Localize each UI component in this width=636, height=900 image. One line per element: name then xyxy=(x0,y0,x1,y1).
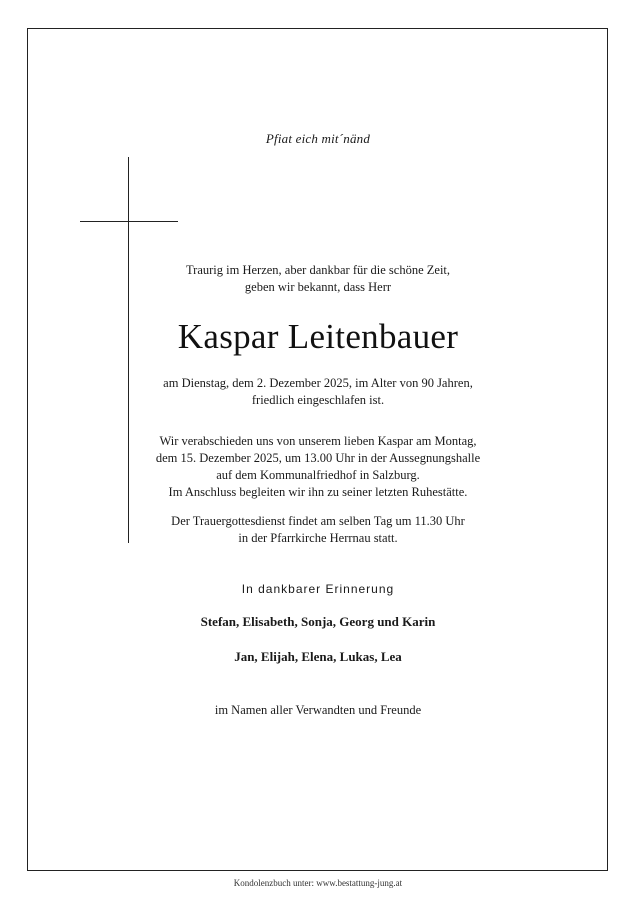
mass-line: in der Pfarrkirche Herrnau statt. xyxy=(238,531,398,545)
relatives-line: im Namen aller Verwandten und Freunde xyxy=(214,703,422,717)
mass-text xyxy=(0,513,636,547)
death-line: am Dienstag, dem 2. Dezember 2025, im Alter von 90 Jahren, xyxy=(163,376,473,390)
intro-text xyxy=(0,262,636,296)
farewell-line: dem 15. Dezember 2025, um 13.00 Uhr in der Aussegnungshalle xyxy=(155,451,481,465)
condolence-link[interactable]: Kondolenzbuch unter: www.bestattung-jung.at xyxy=(233,878,403,888)
farewell-line: auf dem Kommunalfriedhof in Salzburg. xyxy=(216,468,420,482)
farewell-line: Wir verabschieden uns von unserem lieben Kaspar am Montag, xyxy=(159,434,477,448)
deceased-name: Kaspar Leitenbauer xyxy=(177,317,459,356)
family-line-2: Jan, Elijah, Elena, Lukas, Lea xyxy=(234,649,402,664)
death-notice xyxy=(0,375,636,409)
cross-horizontal-bar xyxy=(80,221,178,222)
family-line-1: Stefan, Elisabeth, Sonja, Georg und Karin xyxy=(200,614,436,629)
intro-line: geben wir bekannt, dass Herr xyxy=(244,280,392,294)
memory-heading: In dankbarer Erinnerung xyxy=(241,582,395,596)
farewell-line: Im Anschluss begleiten wir ihn zu seiner letzten Ruhestätte. xyxy=(168,485,468,499)
death-line: friedlich eingeschlafen ist. xyxy=(251,393,385,407)
intro-line: Traurig im Herzen, aber dankbar für die schöne Zeit, xyxy=(185,263,451,277)
motto: Pfiat eich mit´nänd xyxy=(265,131,371,146)
farewell-text xyxy=(0,433,636,501)
mass-line: Der Trauergottesdienst findet am selben Tag um 11.30 Uhr xyxy=(171,514,465,528)
